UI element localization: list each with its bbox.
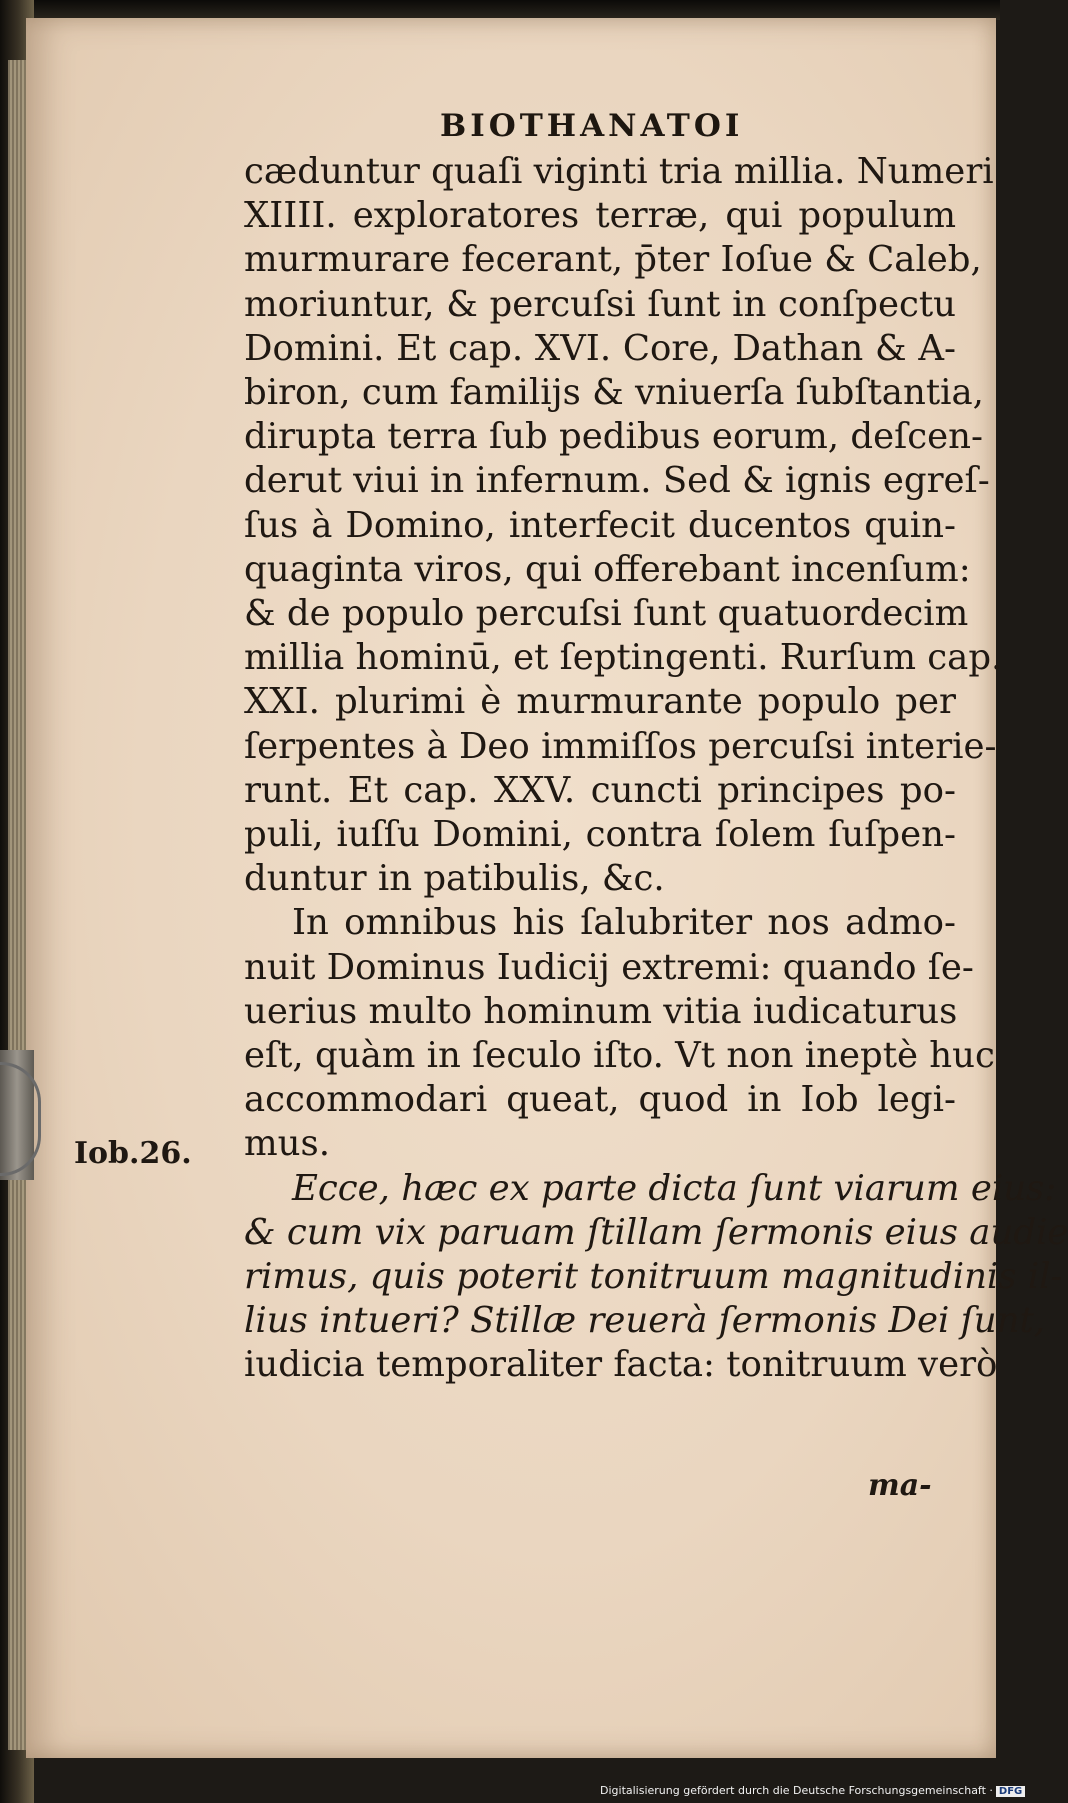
margin-note: Iob.26. — [74, 1136, 192, 1171]
credit-text: Digitalisierung gefördert durch die Deutsche Forschungsgemeinschaft · — [600, 1784, 993, 1797]
text-line: biron, cum familijs & vniuerſa ſubſtantia, — [244, 372, 984, 414]
text-line: mus. — [244, 1123, 331, 1165]
quote-line: lius intueri? Stillæ reuerà ſermonis Dei ſunt, — [244, 1300, 1046, 1342]
text-line: eſt, quàm in ſeculo iſto. Vt non ineptè huc — [244, 1035, 995, 1077]
quote-line: & cum vix paruam ſtillam ſermonis eius audie — [244, 1211, 1068, 1253]
quote-line: rimus, quis poterit tonitruum magnitudinis il- — [244, 1256, 1063, 1298]
text-line: uerius multo hominum vitia iudicaturus — [244, 990, 958, 1032]
text-line: cæduntur quaſi viginti tria millia. Numeri — [244, 151, 994, 192]
text-line: puli, iuſſu Domini, contra ſolem ſuſpen- — [244, 814, 956, 856]
text-line: moriuntur, & percuſsi ſunt in conſpectu — [244, 283, 956, 325]
text-line: iudicia temporaliter facta: tonitruum verò — [244, 1344, 998, 1386]
text-line: dirupta terra ſub pedibus eorum, deſcen- — [244, 416, 983, 458]
running-head: BIOTHANATOI — [440, 108, 744, 144]
text-line: nuit Dominus Iudicij extremi: quando ſe- — [244, 946, 974, 988]
text-line: ſus à Domino, interfecit ducentos quin- — [244, 504, 956, 546]
text-line: accommodari queat, quod in Iob legi- — [244, 1079, 956, 1121]
text-line: Domini. Et cap. XVI. Core, Dathan & A- — [244, 327, 956, 369]
text-line: duntur in patibulis, &c. — [244, 858, 665, 900]
text-line: XXI. plurimi è murmurante populo per — [244, 681, 956, 723]
text-line: ſerpentes à Deo immiſſos percuſsi interie- — [244, 725, 997, 767]
text-line: & de populo percuſsi ſunt quatuordecim — [244, 593, 969, 635]
text-line: In omnibus his ſalubriter nos admo- — [292, 902, 956, 944]
quote-line: Ecce, hæc ex parte dicta ſunt viarum eius: — [292, 1167, 1057, 1209]
digitization-credit — [600, 1784, 1023, 1800]
book-binding-top — [0, 0, 1000, 20]
body-text — [244, 150, 1068, 1388]
text-line: millia hominū, et ſeptingenti. Rurſum cap. — [244, 637, 1003, 679]
text-line: murmurare fecerant, p̄ter Ioſue & Caleb, — [244, 239, 982, 281]
text-line: XIIII. exploratores terræ, qui populum — [244, 195, 956, 237]
text-line: derut viui in infernum. Sed & ignis egreſ- — [244, 460, 990, 502]
dfg-logo-icon: DFG — [996, 1786, 1025, 1797]
text-line: quaginta viros, qui offerebant incenſum: — [244, 548, 971, 590]
catchword: ma- — [868, 1468, 932, 1503]
text-line: runt. Et cap. XXV. cuncti principes po- — [244, 769, 956, 811]
